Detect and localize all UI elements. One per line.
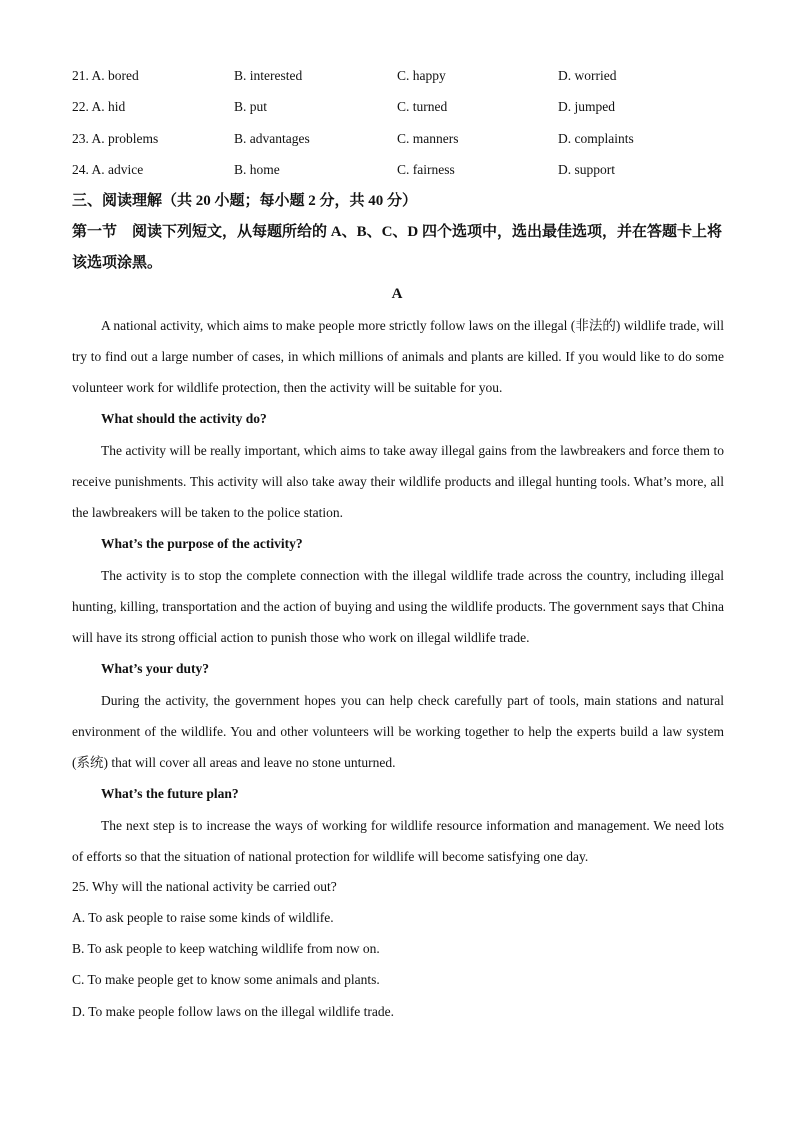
subheading-1: What should the activity do? (101, 411, 267, 426)
option-22-d: D. jumped (558, 99, 615, 114)
option-21-d: D. worried (558, 68, 617, 83)
option-22-b: B. put (234, 99, 268, 114)
paragraph-2: The activity is to stop the complete connection with the illegal wildlife trade across the country, including illegal hunting, killing, transportation and the action of buying and using the wildlife products. The government says that China will have its strong official action to punish those who work on illegal wildlife trade. (72, 568, 724, 646)
option-row-23 (72, 131, 732, 151)
section-heading: 三、阅读理解（共 20 小题；每小题 2 分，共 40 分） (72, 193, 418, 209)
answer-b: B. To ask people to keep watching wildlife from now on. (72, 941, 380, 956)
option-row-22 (72, 99, 732, 119)
option-row-24 (72, 162, 732, 182)
subheading-4: What’s the future plan? (101, 786, 239, 801)
option-21-c: C. happy (397, 68, 446, 83)
option-24-b: B. home (234, 162, 280, 177)
paragraph-4: The next step is to increase the ways of working for wildlife resource information and management. We need lots of efforts so that the situation of national protection for wildlife will become satisfying one day. (72, 818, 724, 865)
option-21-b: B. interested (234, 68, 303, 83)
option-23-a: 23. A. problems (72, 131, 159, 146)
option-row-21 (72, 68, 732, 88)
option-24-c: C. fairness (397, 162, 455, 177)
question-25: 25. Why will the national activity be carried out? (72, 879, 337, 894)
option-22-a: 22. A. hid (72, 99, 126, 114)
option-24-a: 24. A. advice (72, 162, 144, 177)
paragraph-3: During the activity, the government hopes you can help check carefully part of tools, main stations and natural environment of the wildlife. You and other volunteers will be working together to help the experts build a law system (系统) that will cover all areas and leave no stone unturned. (72, 693, 724, 771)
passage-intro: A national activity, which aims to make people more strictly follow laws on the illegal (非法的) wildlife trade, will try to find out a large number of cases, in which millions of animals and plants are killed. If you would like to do some volunteer work for wildlife protection, then the activity will be suitable for you. (72, 318, 724, 396)
option-22-c: C. turned (397, 99, 448, 114)
answer-c: C. To make people get to know some animals and plants. (72, 972, 380, 987)
option-23-b: B. advantages (234, 131, 310, 146)
answer-d: D. To make people follow laws on the illegal wildlife trade. (72, 1004, 394, 1019)
paragraph-1: The activity will be really important, which aims to take away illegal gains from the lawbreakers and force them to receive punishments. This activity will also take away their wildlife products and illegal hunting tools. What’s more, all the lawbreakers will be taken to the police station. (72, 443, 724, 521)
option-24-d: D. support (558, 162, 615, 177)
option-21-a: 21. A. bored (72, 68, 139, 83)
answer-a: A. To ask people to raise some kinds of wildlife. (72, 910, 334, 925)
subheading-3: What’s your duty? (101, 661, 210, 676)
passage-title: A (391, 286, 403, 302)
section-instruction: 第一节 阅读下列短文，从每题所给的 A、B、C、D 四个选项中，选出最佳选项，并在答题卡上将该选项涂黑。 (72, 224, 723, 271)
option-23-d: D. complaints (558, 131, 634, 146)
option-23-c: C. manners (397, 131, 459, 146)
subheading-2: What’s the purpose of the activity? (101, 536, 303, 551)
